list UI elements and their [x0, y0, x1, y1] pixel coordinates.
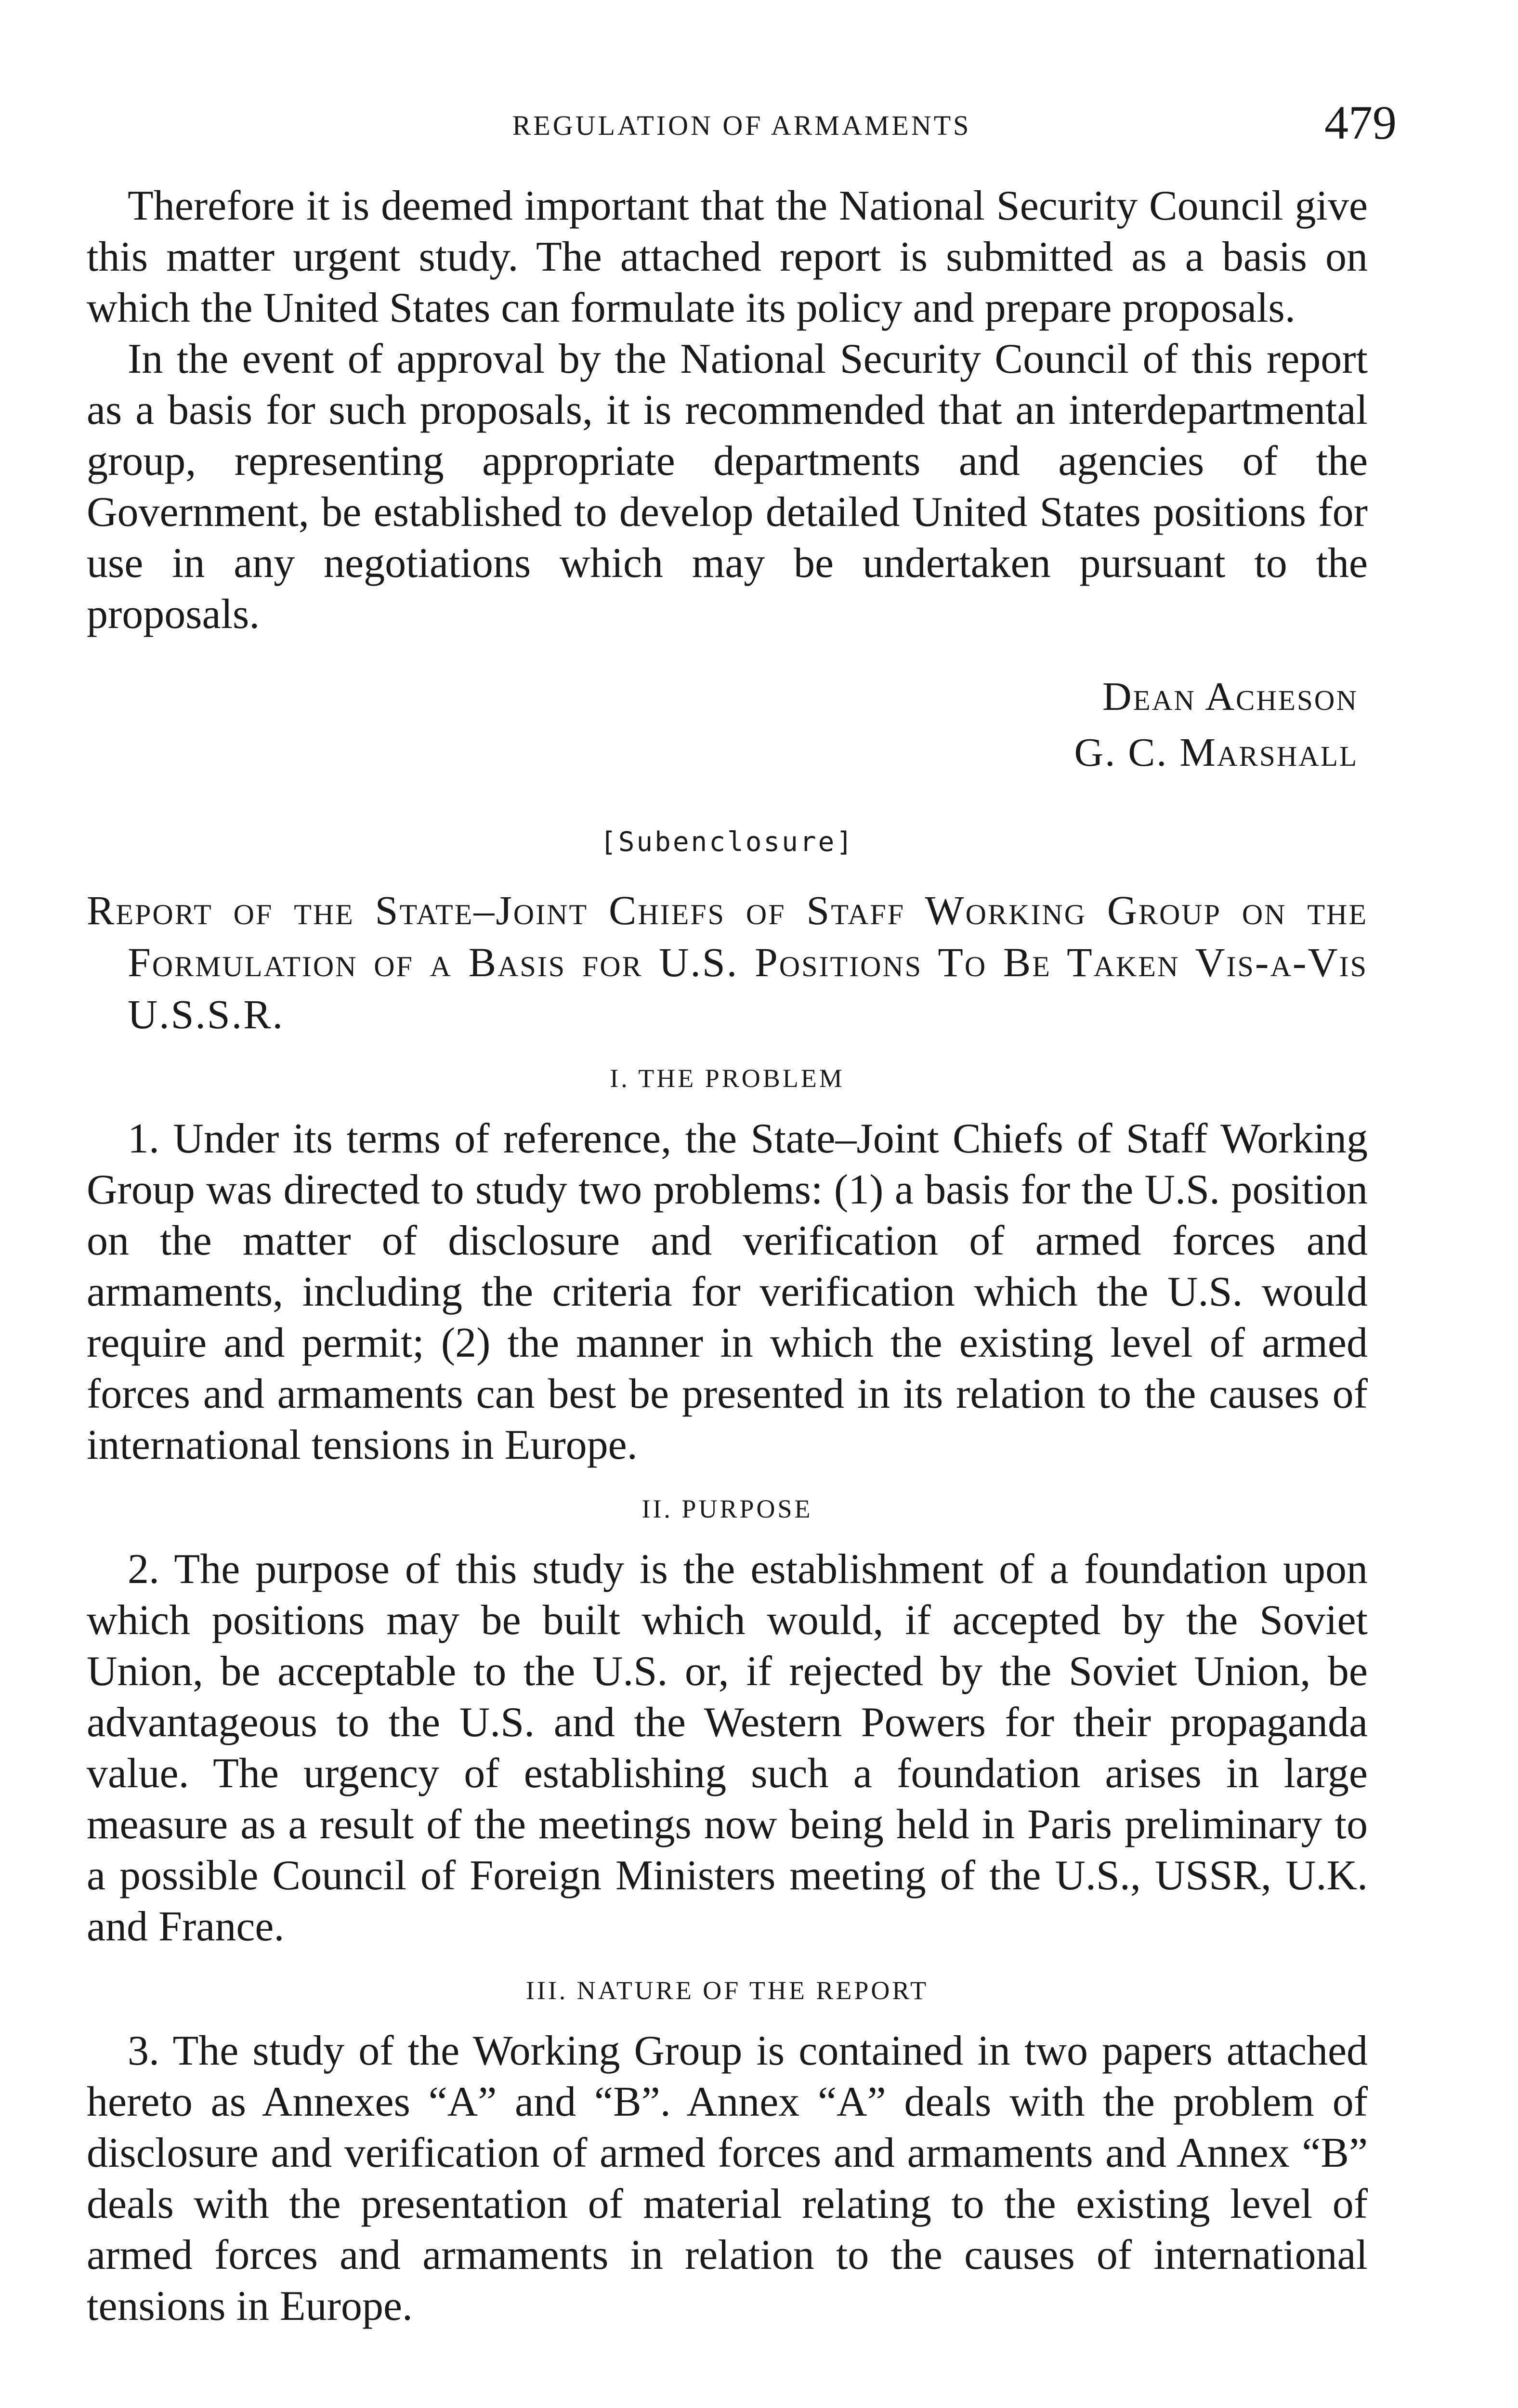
- paragraph-purpose: 2. The purpose of this study is the establishment of a foundation upon which positions may be built which would, if accepted by the Soviet Union, be acceptable to the U.S. or, if rejected by the Soviet Union, be advantageous to the U.S. and the Western Powers for their propaganda value. The urgency of establishing such a foundation arises in large measure as a result of the meetings now being held in Paris preliminary to a possible Council of Foreign Ministers meeting of the U.S., USSR, U.K. and France.: [87, 1546, 1368, 1950]
- paragraph-interdepartmental-group: In the event of approval by the National Security Council of this report as a basis for such proposals, it is recommended that an interdepartmental group, representing appropriate departments and agencies of the Government, be established to develop detailed United States positions for use in any negotiations which may be undertaken pursuant to the proposals.: [87, 336, 1368, 638]
- page-header: [87, 96, 1397, 157]
- running-head: REGULATION OF ARMAMENTS: [512, 110, 971, 141]
- section-heading-problem: I. THE PROBLEM: [610, 1064, 845, 1093]
- signature-marshall: G. C. Marshall: [1074, 730, 1358, 775]
- page-number: 479: [1324, 96, 1397, 149]
- report-title: Report of the State–Joint Chiefs of Staff Working Group on the Formulation of a Basis for U.S. Positions To Be Taken Vis-a-Vis U.S.S.R.: [87, 887, 1368, 1037]
- section-heading-purpose: II. PURPOSE: [641, 1494, 813, 1523]
- section-heading-nature-of-report: III. NATURE OF THE REPORT: [525, 1976, 929, 2005]
- subenclosure-label: [Subenclosure]: [600, 826, 854, 858]
- signature-block: [87, 669, 1358, 781]
- paragraph-nature-of-report: 3. The study of the Working Group is contained in two papers attached hereto as Annexes “A” and “B”. Annex “A” deals with the problem of disclosure and verification of armed forces and armaments and Annex “B” deals with the presentation of material relating to the existing level of armed forces and armaments in relation to the causes of international tensions in Europe.: [87, 2028, 1368, 2329]
- paragraph-problem: 1. Under its terms of reference, the State–Joint Chiefs of Staff Working Group was directed to study two problems: (1) a basis for the U.S. position on the matter of disclosure and verification of armed forces and armaments, including the criteria for verification which the U.S. would require and permit; (2) the manner in which the existing level of armed forces and armaments can best be presented in its relation to the causes of international tensions in Europe.: [87, 1115, 1368, 1468]
- paragraph-urgent-study: Therefore it is deemed important that the National Security Council give this matter urgent study. The attached report is submitted as a basis on which the United States can formulate its policy and prepare proposals.: [87, 183, 1368, 331]
- signature-acheson: Dean Acheson: [1102, 674, 1358, 719]
- body-text: [87, 181, 1368, 2332]
